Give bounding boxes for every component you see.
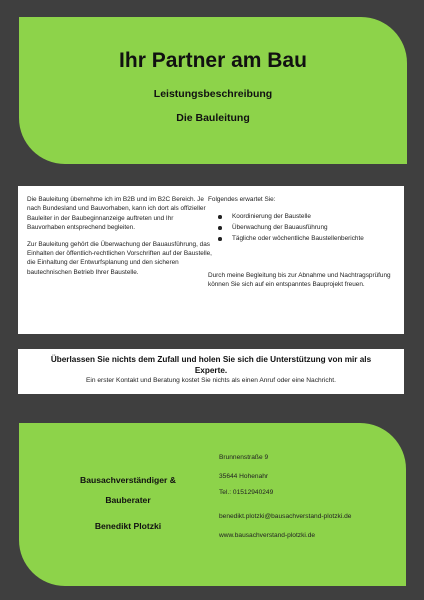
list-item: Koordinierung der Baustelle — [208, 212, 398, 221]
profession-line-2: Bauberater — [105, 495, 151, 505]
website-link: www.bausachverstand-plotzki.de — [219, 532, 316, 539]
page-title: Ihr Partner am Bau — [119, 49, 307, 72]
list-item: Tägliche oder wöchentliche Baustellenberichte — [208, 234, 398, 243]
header-card — [19, 17, 407, 164]
phone-number: Tel.: 01512940249 — [219, 489, 274, 496]
description-paragraph-1: Die Bauleitung übernehme ich im B2B und im B2C Bereich. Je nach Bundesland und Bauvorhaben, kann ich dort als offizieller Bauleiter in der Baubeginnanzeige auftreten und Ihr Bauvorhaben entsprechend begleiten. — [27, 196, 206, 232]
city-address: 35644 Hohenahr — [219, 473, 269, 480]
description-paragraph-2: Zur Bauleitung gehört die Überwachung der Bauausführung, das Einhalten der öffentlich-rechtlichen Vorschriften auf der Baustelle, die Einhaltung der Entwurfsplanung und den sicheren bautechnischen Betrieb Ihrer Baustelle. — [27, 240, 212, 276]
owner-name: Benedikt Plotzki — [94, 521, 162, 531]
cta-headline-text: Sie nichts dem Zufall und holen Sie sich die Unterstützung von mir als Experte. — [95, 355, 372, 375]
street-address: Brunnenstraße 9 — [219, 454, 269, 461]
services-box — [18, 186, 404, 334]
cta-subtext: Ein erster Kontakt und Beratung kostet Sie nichts als einen Anruf oder eine Nachricht. — [86, 377, 336, 384]
expectations-list — [208, 212, 398, 243]
description-column — [27, 195, 213, 284]
email-address: benedikt.plotzki@bausachverstand-plotzki.de — [219, 513, 352, 520]
expectations-column — [208, 195, 398, 290]
contact-block — [219, 454, 399, 539]
expectations-intro: Folgendes erwartet Sie: — [208, 196, 276, 203]
cta-headline — [18, 349, 404, 376]
page-subtitle: Leistungsbeschreibung — [153, 88, 273, 100]
footer-card — [19, 423, 406, 586]
cta-emphasis: Überlassen — [50, 355, 95, 364]
section-title: Die Bauleitung — [176, 112, 250, 124]
expectations-closing: Durch meine Begleitung bis zur Abnahme und Nachtragsprüfung können Sie sich auf ein entspanntes Bauprojekt freuen. — [208, 271, 391, 289]
list-item: Überwachung der Bauausführung — [208, 223, 398, 232]
profession-line-1: Bausachverständiger & — [80, 475, 176, 485]
call-to-action — [18, 349, 404, 394]
firm-block — [39, 475, 217, 531]
